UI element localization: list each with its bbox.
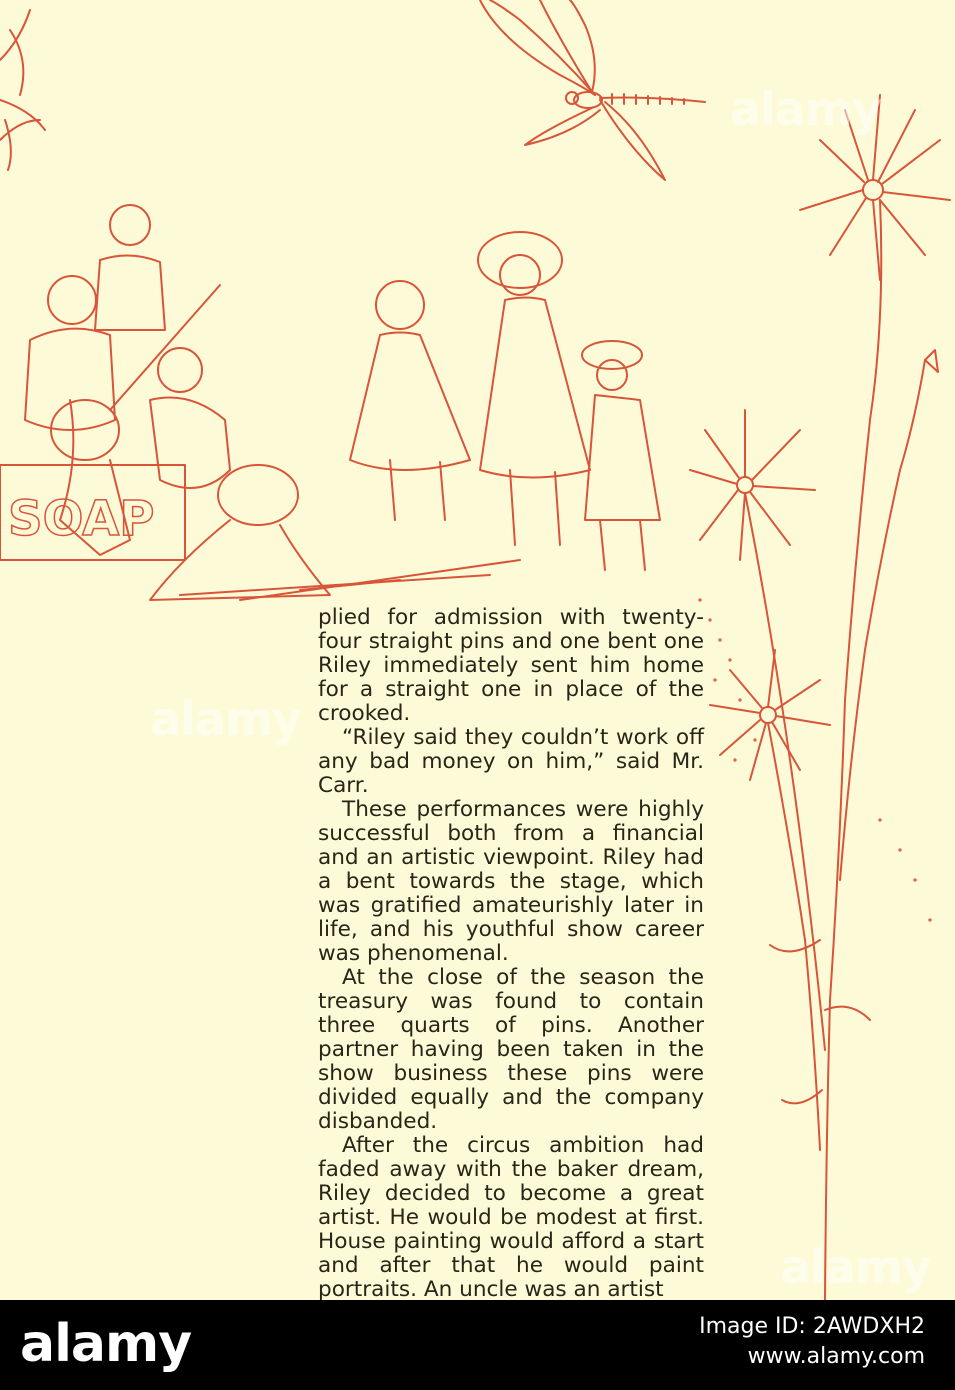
footer-info [699,1312,925,1372]
site-url[interactable]: www.alamy.com [747,1344,925,1369]
watermark: alamy [730,82,881,136]
paragraph: After the circus ambition had faded away with the baker dream, Riley decided to become a great artist. He would be modest at first. House painting would afford a start and after that he would paint portraits. An uncle was an artist [318,1133,704,1300]
page-body [318,606,704,1300]
speckle-drawing [699,599,931,921]
stock-footer [0,1300,955,1390]
paragraph: These performances were highly successful both from a financial and an artistic viewpoint. Riley had a bent towards the stage, which was gratified amateurishly later in life, and his youthful show career was phenomenal. [318,797,704,966]
image-id: Image ID: 2AWDXH2 [699,1314,925,1339]
watermark: alamy [780,1240,931,1294]
watermark: alamy [150,692,301,746]
corner-flower-drawing [0,10,45,170]
paragraph: plied for admission with twenty-four straight pins and one bent one Riley immediately sent him home for a straight one in place of the crooked. [318,605,704,726]
paragraph: At the close of the season the treasury was found to contain three quarts of pins. Another partner having been taken in the show business these pins were divided equally and the company disbanded. [318,965,704,1134]
daisy-drawing [690,95,950,1300]
paragraph: “Riley said they couldn’t work off any bad money on him,” said Mr. Carr. [318,725,704,798]
soap-sign: SOAP [8,491,155,547]
footer-logo[interactable]: alamy [20,1314,192,1374]
dragonfly-drawing [480,0,705,180]
